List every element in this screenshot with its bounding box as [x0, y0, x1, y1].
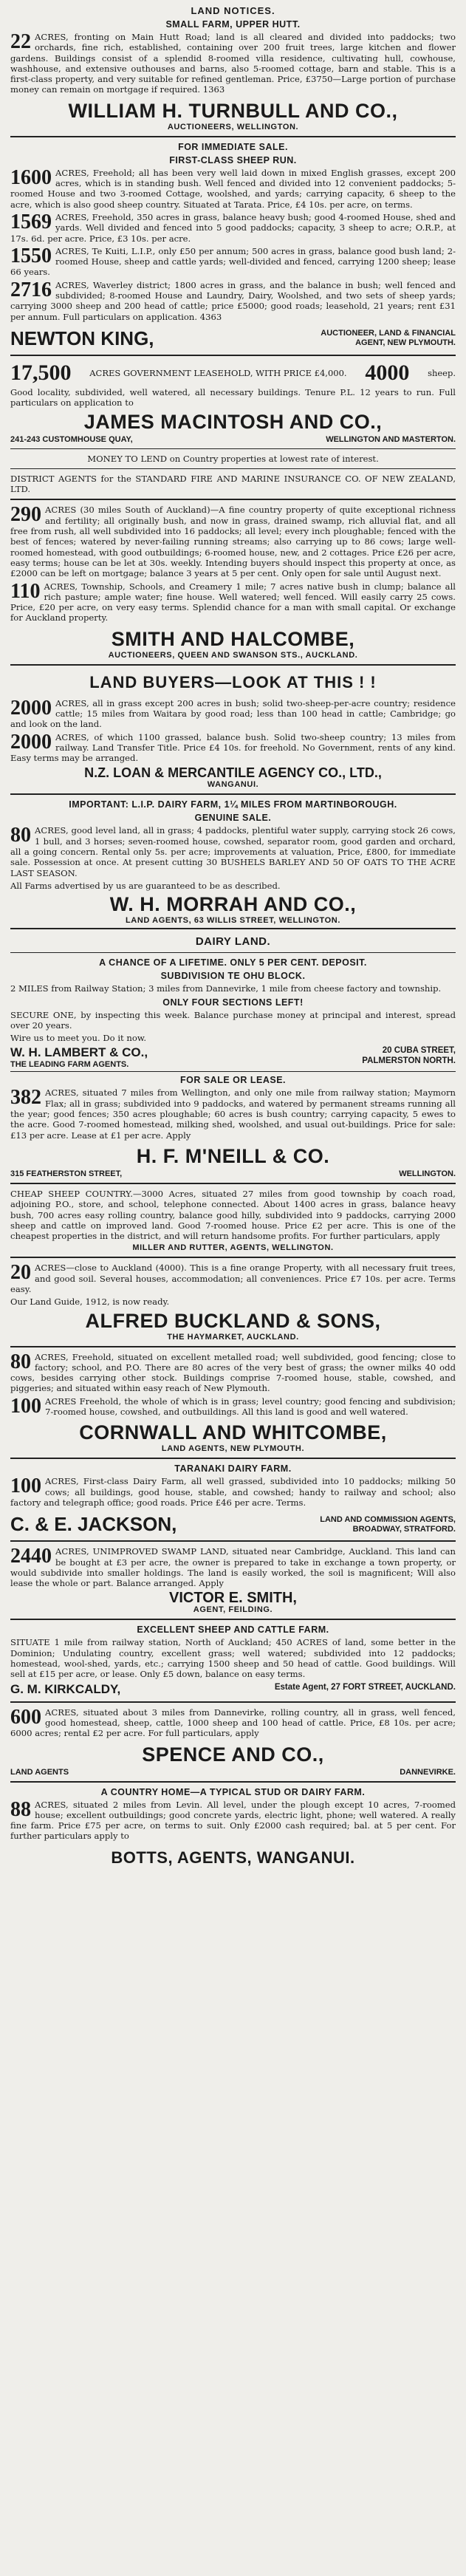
ad-heading: SMALL FARM, UPPER HUTT.: [165, 19, 301, 30]
agent-name: MILLER AND RUTTER, AGENTS, WELLINGTON.: [132, 1243, 334, 1253]
ad-ref: 4363: [199, 311, 222, 322]
guide-note: Our Land Guide, 1912, is now ready.: [10, 1296, 170, 1308]
ad-buckland: [10, 1263, 456, 1341]
listing: [10, 825, 456, 878]
divider: [10, 1619, 456, 1620]
address-right: WELLINGTON AND MASTERTON.: [326, 434, 456, 444]
acre-number: 2716: [10, 278, 52, 301]
acre-number: 80: [10, 1350, 31, 1373]
listing-text: ACRES, Te Kuiti, L.I.P., only £50 per annum; 500 acres in grass, balance good bush land; 2-roomed House, sheep and cattle yards; well-divided and fenced, carrying 1200 sheep; lease 66 years.: [10, 245, 456, 278]
acre-number: 88: [10, 1797, 31, 1821]
price-text: ACRES GOVERNMENT LEASEHOLD, WITH PRICE £4,000.: [89, 367, 347, 378]
ad-victor-smith: [10, 1546, 456, 1614]
acre-number: 382: [10, 1086, 41, 1110]
divider: [10, 468, 456, 469]
listing-text: ACRES, Freehold, 350 acres in grass, balance heavy bush; good 4-roomed House, shed and yards. Well divided and fenced into 5 good paddocks; capacity, 3 sheep to acre; O.R.P., at 17s. 6d. per acre. Price, £3 10s. per acre.: [10, 211, 456, 244]
acre-number: 100: [10, 1475, 41, 1498]
ad-heading: FOR IMMEDIATE SALE.: [178, 141, 288, 152]
address-row: [10, 1768, 456, 1777]
agent-name: WILLIAM H. TURNBULL AND CO.,: [68, 99, 398, 122]
address-right: DANNEVIRKE.: [400, 1767, 456, 1777]
divider: [10, 1458, 456, 1459]
ad-text: SITUATE 1 mile from railway station, North of Auckland; 450 ACRES of land, some better in the Dominion; Undulating country, excellent grass; well watered; subdivided into 12 paddocks; homestead, wool-shed, yards, etc.; carrying 1500 sheep and 50 head of cattle. Good buildings. Will sell at £15 per acre, or lease. Only £5 down, balance on easy terms.: [10, 1637, 456, 1680]
listing-text: ACRES, situated about 3 miles from Dannevirke, rolling country, all in grass, well fenced, good homestead, sheep, cattle, 1000 sheep and 100 head of cattle. Price, £8 10s. per acre; 6000 acres; rental £2 per acre. For full particulars, apply: [10, 1706, 456, 1739]
divider: [10, 952, 456, 953]
acre-number: 600: [10, 1705, 41, 1729]
address-left: 241-243 CUSTOMHOUSE QUAY,: [10, 434, 133, 444]
agent-name: C. & E. JACKSON,: [10, 1513, 177, 1536]
divider: [10, 355, 456, 356]
money-notice: MONEY TO LEND on Country properties at lowest rate of interest.: [87, 453, 379, 464]
listing-text: ACRES, good level land, all in grass; 4 paddocks, plentiful water supply, carrying stock 26 cows, 1 bull, and 3 horses; seven-roomed house, cowshed, separator room, good garden and orchard, all a going concern. Rental only 5s. per acre; improvements at valuation, Price, £800, for immediate sale. Possession at once. At present cutting 30 BUSHELS BARLEY AND 50 OF OATS TO THE ACRE LAST SEASON.: [10, 825, 456, 878]
ad-text: ACRES, fronting on Main Hutt Road; land is all cleared and divided into paddocks; two orchards, fine rich, established, containing over 200 fruit trees, large kitchen and flower gardens. Buildings consist of a splendid 8-roomed villa residence, cultivating hull, cowhouse, washhouse, and extensive outhouses and barns, also 5-roomed cottage, barn and stable. This is a first-class property, and very suitable for refined gentleman. Price, £3750—Large portion of purchase money can remain on mortgage if required.: [10, 32, 456, 95]
ad-ref: 1363: [202, 84, 225, 95]
agent-block: [10, 1045, 353, 1070]
acre-number: 1600: [10, 165, 52, 189]
ad-kirkcaldy: [10, 1624, 456, 1696]
agent-title: LAND AGENTS, 63 WILLIS STREET, WELLINGTON.: [125, 916, 341, 926]
ad-lambert: [10, 928, 456, 1072]
divider: [10, 1781, 456, 1783]
listing: [10, 1396, 456, 1418]
agent-name: ALFRED BUCKLAND & SONS,: [85, 1309, 381, 1332]
ad-botts: [10, 1787, 456, 1869]
ad-body: [10, 32, 456, 95]
listing: [10, 165, 456, 210]
ad-heading: FOR SALE OR LEASE.: [179, 1075, 287, 1086]
ad-jackson: [10, 1463, 456, 1536]
ad-heading: TARANAKI DAIRY FARM.: [174, 1463, 292, 1475]
ad-callout: ONLY FOUR SECTIONS LEFT!: [162, 997, 304, 1008]
address-row: [10, 1169, 456, 1178]
listing-text: ACRES Freehold, the whole of which is in grass; level country; good fencing and subdivision; 7-roomed house, cowshed, and outbuildings. All this land is good and well watered.: [45, 1395, 456, 1418]
divider: [10, 499, 456, 500]
acre-number: 100: [10, 1394, 41, 1418]
price-line: [10, 361, 456, 386]
sheep-number: 4000: [365, 360, 410, 385]
sheep-suffix: sheep.: [428, 367, 456, 378]
agent-name: W. H. MORRAH AND CO.,: [109, 893, 357, 916]
agent-name: JAMES MACINTOSH AND CO.,: [83, 410, 383, 433]
ad-mcneill: [10, 1075, 456, 1178]
listing: [10, 212, 456, 244]
listing: [10, 698, 456, 730]
divider: [10, 1540, 456, 1542]
ad-macintosh: [10, 361, 456, 494]
ad-cornwall: [10, 1352, 456, 1454]
agent-name: SMITH AND HALCOMBE,: [111, 627, 355, 650]
acre-number: 1569: [10, 210, 52, 233]
divider: [10, 1257, 456, 1258]
ad-banner: LAND BUYERS—LOOK AT THIS ! !: [89, 672, 377, 691]
agent-row: [10, 1513, 456, 1536]
ad-newton-king: [10, 142, 456, 350]
acre-number: 2440: [10, 1545, 52, 1568]
address-left: 315 FEATHERSTON STREET,: [10, 1169, 123, 1178]
address-line: 20 CUBA STREET,: [382, 1046, 456, 1056]
address-left: LAND AGENTS: [10, 1767, 69, 1777]
district-notice: DISTRICT AGENTS for the STANDARD FIRE AND MARINE INSURANCE CO. OF NEW ZEALAND, LTD.: [10, 473, 456, 495]
listing-text: ACRES, Freehold, situated on excellent metalled road; well subdivided, good fencing; close to factory; school, and P.O. There are 80 acres of the very best of grass; the owner milks 40 odd cows, besides carrying other stock. Buildings comprise 7-roomed house, stable, cowshed, and piggeries; and situated within easy reach of New Plymouth.: [10, 1351, 456, 1394]
listing-text: ACRES, Waverley district; 1800 acres in grass, and the balance in bush; well fenced and subdivided; 8-roomed House and Laundry, Dairy, Woolshed, and two sets of sheep yards; carrying 3000 sheep and 200 head of cattle; price £5000; good roads; leasehold, 21 years; rent £31 per annum. Full particulars on application.: [10, 279, 456, 322]
ad-subheading: A CHANCE OF A LIFETIME. ONLY 5 PER CENT. DEPOSIT.: [99, 957, 367, 968]
listing: [10, 1546, 456, 1588]
listing: [10, 1263, 456, 1294]
agent-title-line: AGENT, NEW PLYMOUTH.: [355, 338, 456, 348]
ad-subheading: GENUINE SALE.: [194, 813, 272, 824]
ad-subheading: FIRST-CLASS SHEEP RUN.: [169, 154, 297, 165]
listing: [10, 1797, 456, 1842]
acre-number: 22: [10, 30, 31, 53]
listing: [10, 280, 456, 322]
ad-text: CHEAP SHEEP COUNTRY.—3000 Acres, situated 27 miles from good township by coach road, adjoining P.O., store, and school, telephone connected. About 1400 acres in grass, balance heavy bush, 700 acres easy rolling country, balance good hilly, subdivided into 9 paddocks, carrying 2000 sheep and cattle on improved land. Good 7-roomed house. Price £2 per acre. This is one of the cheapest properties in the district, and will return handsome profits. For further particulars, apply: [10, 1188, 456, 1242]
ad-text: 2 MILES from Railway Station; 3 miles from Dannevirke, 1 mile from cheese factory and township.: [10, 983, 442, 994]
ad-miller-rutter: [10, 1189, 456, 1252]
agent-title: [321, 329, 456, 348]
agent-title: [320, 1515, 456, 1534]
acre-number: 2000: [10, 730, 52, 754]
divider: [10, 1183, 456, 1184]
agent-name: N.Z. LOAN & MERCANTILE AGENCY CO., LTD.,: [84, 765, 382, 781]
agent-name: BOTTS, AGENTS, WANGANUI.: [111, 1848, 355, 1867]
divider: [10, 793, 456, 795]
agent-name: W. H. LAMBERT & CO.,: [10, 1045, 148, 1060]
agent-title: AGENT, FEILDING.: [193, 1605, 273, 1615]
agent-title-line: LAND AND COMMISSION AGENTS,: [320, 1514, 456, 1524]
listing-text: ACRES, Freehold; all has been very well laid down in mixed English grasses, except 200 acres, which is in standing bush. Well fenced and divided into 12 convenient paddocks; 5-roomed House and two 3-roomed Cottage, woolshed, and yards; carrying capacity, 6 sheep to the acre, which is also good sheep country. Situated at Tarata. Price, £4 10s. per acre, on terms.: [10, 167, 456, 210]
listing: [10, 1476, 456, 1508]
listing-text: ACRES, of which 1100 grassed, balance bush. Solid two-sheep country; 13 miles from railway. Land Transfer Title. Price £4 10s. for freehold. No Government, rents of any kind. Easy terms may be arranged.: [10, 731, 456, 764]
ad-morrah: [10, 799, 456, 925]
column-header: LAND NOTICES.: [191, 5, 275, 16]
guarantee-note: All Farms advertised by us are guaranteed to be as described.: [10, 880, 281, 891]
agent-name: CORNWALL AND WHITCOMBE,: [79, 1421, 387, 1444]
agent-row: [10, 1045, 456, 1070]
divider: [10, 136, 456, 137]
listing: [10, 732, 456, 764]
agent-name: G. M. KIRKCALDY,: [10, 1681, 121, 1696]
ad-heading: EXCELLENT SHEEP AND CATTLE FARM.: [137, 1624, 329, 1636]
ad-text: Good locality, subdivided, well watered, all necessary buildings. Tenure P.L. 12 years to run. Full particulars on application to: [10, 386, 456, 409]
ad-smith-halcombe: [10, 505, 456, 659]
ad-heading: DAIRY LAND.: [195, 935, 271, 949]
ad-turnbull: [10, 19, 456, 131]
divider: [10, 1701, 456, 1703]
acre-number: 17,500: [10, 360, 72, 385]
agent-name: H. F. M'NEILL & CO.: [136, 1144, 330, 1167]
address-right: WELLINGTON.: [399, 1169, 456, 1178]
listing-text: ACRES, Township, Schools, and Creamery 1 mile; 7 acres native bush in clump; balance all rich pasture; ample water; fine house. Well watered; well fenced. Will easily carry 25 cows. Price, £20 per acre, on very easy terms. Splendid chance for a man with small capital. Or exchange for Auckland property.: [10, 581, 456, 623]
divider: [10, 448, 456, 449]
agent-title: AUCTIONEERS, WELLINGTON.: [167, 122, 299, 131]
acre-number: 1550: [10, 244, 52, 267]
agent-title: AUCTIONEERS, QUEEN AND SWANSON STS., AUCKLAND.: [108, 650, 358, 660]
listing: [10, 1707, 456, 1739]
ad-heading: IMPORTANT: L.I.P. DAIRY FARM, 1¼ MILES FROM MARTINBOROUGH.: [69, 799, 397, 810]
listing-text: ACRES, UNIMPROVED SWAMP LAND, situated near Cambridge, Auckland. This land can be bought at £3 per acre, the owner is prepared to take in exchange a town property, or would subdivide into smaller holdings. The land is easily worked, the soil is magnificent; Will also lease the whole or part. Balance arranged. Apply: [10, 1546, 456, 1589]
agent-title: THE HAYMARKET, AUCKLAND.: [167, 1332, 299, 1342]
agent-address: [362, 1045, 456, 1066]
listing-text: ACRES (30 miles South of Auckland)—A fine country property of quite exceptional richness and fertility; all originally bush, and now in grass, drained swamp, rich alluvial flat, and all free from rush, all well subdivided into 16 paddocks; all level; every inch ploughable; fenced with the best of fences; watered by never-failing running streams; also carrying up to 86 cows; large well-roomed homestead, with good outbuildings; 6-roomed house, new, and 2 cottages. Price £26 per acre, easy terms; house can be let at 30s. weekly. Intending buyers should inspect this property at once, as £2000 can be left on mortgage; balance 3 years at 5 per cent. Only open for sale until August next.: [10, 505, 456, 579]
ad-text: Wire us to meet you. Do it now.: [10, 1033, 147, 1044]
agent-name: SPENCE AND CO.,: [142, 1743, 324, 1766]
listing-text: ACRES—close to Auckland (4000). This is a fine orange Property, with all necessary fruit trees, and good soil. Several houses, accommodation; all conveniences. Price £7 10s. per acre. Terms easy.: [10, 1263, 456, 1294]
agent-title: LAND AGENTS, NEW PLYMOUTH.: [161, 1444, 305, 1454]
acre-number: 110: [10, 579, 41, 603]
ad-spence: [10, 1707, 456, 1777]
listing: [10, 1352, 456, 1394]
address-line: PALMERSTON NORTH.: [362, 1056, 456, 1066]
agent-title: Estate Agent, 27 FORT STREET, AUCKLAND.: [274, 1682, 456, 1692]
acre-number: 80: [10, 824, 31, 847]
divider: [10, 1346, 456, 1347]
agent-title: WANGANUI.: [207, 780, 259, 790]
listing-text: ACRES, situated 7 miles from Wellington, and only one mile from railway station; Maymorn Flax; all in grass; subdivided into 9 paddocks, and watered by permanent streams running all the year; good fences; 350 acres ploughable; 60 acres is bush country; carrying capacity, 5 ewes to the acre. Good 7-roomed homestead, milking shed, woolshed, and usual out-buildings. Price for sale: £13 per acre. Lease at £1 per acre. Apply: [10, 1087, 456, 1141]
agent-name: NEWTON KING,: [10, 327, 154, 349]
acre-number: 290: [10, 503, 41, 527]
ad-heading: A COUNTRY HOME—A TYPICAL STUD OR DAIRY FARM.: [100, 1786, 366, 1797]
listing-text: ACRES, situated 2 miles from Levin. All level, under the plough except 10 acres, 7-roomed house; excellent outbuildings; good concrete yards, electric light, phone; well watered. A really fine farm. Price £75 per acre, on terms to suit. Only £2000 cash required; bal. at 5 per cent. For further particulars apply to: [10, 1799, 456, 1842]
agent-title-line: BROADWAY, STRATFORD.: [352, 1524, 456, 1534]
acre-number: 2000: [10, 696, 52, 720]
address-row: [10, 435, 456, 444]
ad-nz-loan: [10, 673, 456, 790]
agent-name: VICTOR E. SMITH,: [169, 1590, 297, 1607]
agent-row: [10, 1682, 456, 1697]
listing: [10, 1087, 456, 1140]
ad-text: SECURE ONE, by inspecting this week. Balance purchase money at principal and interest, spread over 20 years.: [10, 1009, 456, 1031]
agent-title-line: AUCTIONEER, LAND & FINANCIAL: [321, 329, 456, 338]
listing-text: ACRES, all in grass except 200 acres in bush; solid two-sheep-per-acre country; residence cattle; 15 miles from Waitara by good road; less than 100 head in cattle; Cambridge; go and look on the land.: [10, 697, 456, 730]
agent-row: [10, 327, 456, 350]
listing: [10, 246, 456, 278]
acre-number: 20: [10, 1261, 31, 1285]
listing: [10, 581, 456, 623]
listing-text: ACRES, First-class Dairy Farm, all well grassed, subdivided into 10 paddocks; milking 50 cows; all buildings, good house, stable, and cowshed; handy to railway and school; also factory and telegraph office; good roads. Price £46 per acre. Terms.: [10, 1476, 456, 1508]
ad-subheading: SUBDIVISION TE OHU BLOCK.: [160, 971, 306, 982]
agent-tagline: THE LEADING FARM AGENTS.: [10, 1060, 129, 1070]
listing: [10, 505, 456, 578]
divider: [10, 664, 456, 666]
